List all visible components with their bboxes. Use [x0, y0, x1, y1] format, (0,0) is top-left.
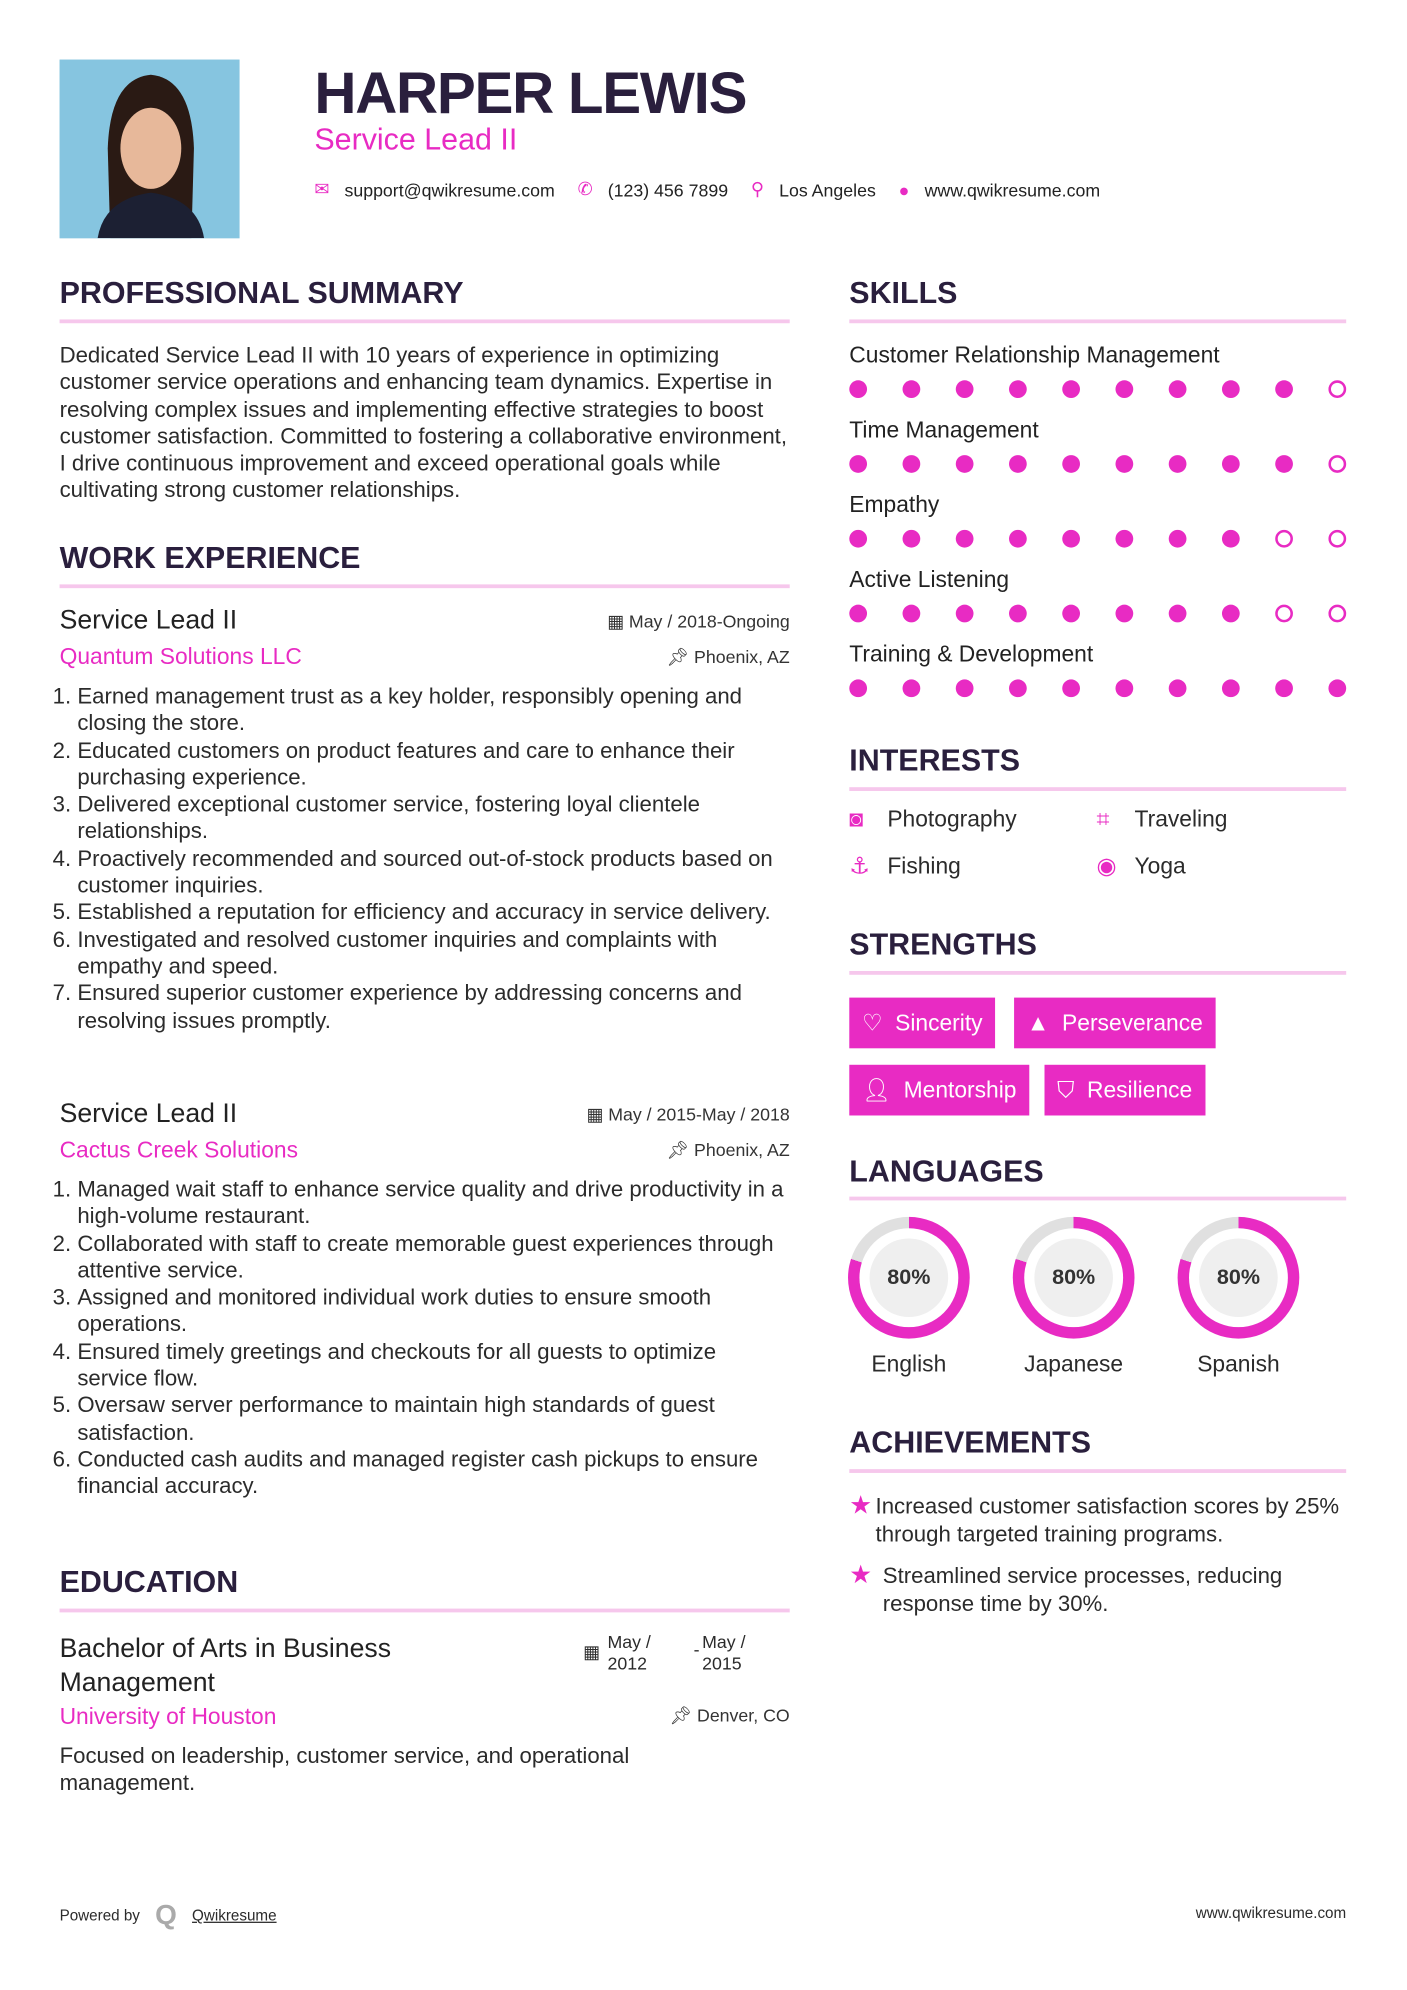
filled-dot: [849, 679, 867, 697]
filled-dot: [1222, 530, 1240, 548]
filled-dot: [903, 455, 921, 473]
empty-dot: [1328, 455, 1346, 473]
edu-location: Denver, CO: [697, 1704, 790, 1726]
summary-heading: PROFESSIONAL SUMMARY: [59, 276, 464, 311]
duty-item: 2. Collaborated with staff to create memorable guest experiences through attentive service.: [77, 1230, 789, 1284]
user-plus-icon: 👤︎: [861, 1076, 891, 1103]
edu-end: May / 2015: [702, 1631, 746, 1674]
skill-rating: [849, 679, 1346, 697]
calendar-icon: ▦: [607, 610, 629, 631]
experience-heading: WORK EXPERIENCE: [59, 541, 361, 576]
interest-fishing: [849, 853, 961, 880]
language-percent: 80%: [1034, 1238, 1113, 1317]
job-dates: May / 2018-Ongoing: [628, 610, 790, 631]
filled-dot: [1062, 679, 1080, 697]
duty-item: 6. Investigated and resolved customer inquiries and complaints with empathy and speed.: [77, 926, 789, 980]
envelope-icon: ✉: [314, 178, 330, 200]
filled-dot: [1009, 530, 1027, 548]
school-name: University of Houston: [59, 1703, 277, 1730]
filled-dot: [849, 605, 867, 623]
contact-bar: [314, 179, 1123, 201]
star-icon: ★: [849, 1561, 873, 1590]
duty-item: 7. Ensured superior customer experience by addressing concerns and resolving issues promptly.: [77, 980, 789, 1034]
filled-dot: [1009, 679, 1027, 697]
map-pin-icon: ⚲: [750, 178, 764, 200]
achievement-item: [849, 1562, 1346, 1618]
education-text: Focused on leadership, customer service, and operational management.: [59, 1742, 630, 1796]
duty-item: 3. Delivered exceptional customer service, fostering loyal clientele relationships.: [77, 791, 789, 845]
filled-dot: [956, 605, 974, 623]
filled-dot: [849, 380, 867, 398]
footer-website[interactable]: www.qwikresume.com: [1195, 1903, 1347, 1922]
language-name: Japanese: [1024, 1351, 1124, 1377]
filled-dot: [1222, 679, 1240, 697]
phone-icon: ✆: [577, 178, 593, 200]
contact-email[interactable]: support@qwikresume.com: [344, 179, 555, 200]
calendar-icon: ▦: [583, 1641, 600, 1662]
filled-dot: [956, 530, 974, 548]
interest-label: Yoga: [1134, 853, 1186, 879]
language-name: Spanish: [1197, 1351, 1280, 1377]
interest-traveling: [1096, 806, 1227, 833]
duty-item: 5. Oversaw server performance to maintain high standards of guest satisfaction.: [77, 1392, 789, 1446]
strength-badge: [1045, 1065, 1205, 1116]
empty-dot: [1328, 605, 1346, 623]
strength-label: Perseverance: [1062, 1009, 1203, 1035]
duty-item: 1. Managed wait staff to enhance service quality and drive productivity in a high-volume restaurant.: [77, 1176, 789, 1230]
filled-dot: [1062, 380, 1080, 398]
candidate-name: HARPER LEWIS: [314, 59, 747, 126]
star-icon: ★: [849, 1491, 873, 1520]
achievement-text: Increased customer satisfaction scores by 25% through targeted training programs.: [875, 1493, 1340, 1547]
filled-dot: [956, 455, 974, 473]
filled-dot: [849, 455, 867, 473]
company-name: Cactus Creek Solutions: [59, 1137, 299, 1163]
job-title: Service Lead II: [59, 1099, 238, 1129]
interest-label: Photography: [887, 806, 1017, 832]
skill-rating: [849, 530, 1346, 548]
heart-icon: ♡: [861, 1009, 883, 1035]
skill-item: [849, 641, 1346, 716]
empty-dot: [1275, 605, 1293, 623]
filled-dot: [1009, 455, 1027, 473]
filled-dot: [1062, 530, 1080, 548]
edu-separator: -: [693, 1639, 700, 1660]
edu-location-wrap: [634, 1705, 790, 1727]
strength-badge: [849, 998, 995, 1049]
filled-dot: [1169, 380, 1187, 398]
education-dates: [583, 1631, 758, 1674]
interest-label: Fishing: [887, 853, 961, 879]
interest-label: Traveling: [1134, 806, 1228, 832]
job-location: Phoenix, AZ: [694, 646, 790, 667]
footer-left: [60, 1899, 277, 1932]
contact-website[interactable]: www.qwikresume.com: [924, 179, 1101, 200]
skill-rating: [849, 380, 1346, 398]
skill-item: [849, 417, 1346, 492]
strength-badge: [1014, 998, 1215, 1049]
filled-dot: [1328, 679, 1346, 697]
strength-label: Sincerity: [895, 1009, 983, 1035]
filled-dot: [1009, 605, 1027, 623]
filled-dot: [1169, 605, 1187, 623]
company-name: Quantum Solutions LLC: [59, 643, 302, 670]
filled-dot: [1009, 380, 1027, 398]
calendar-icon: ▦: [586, 1103, 609, 1124]
strengths-heading: STRENGTHS: [849, 927, 1037, 963]
duty-item: 1. Earned management trust as a key holder, responsibly opening and closing the store.: [77, 683, 789, 737]
filled-dot: [1275, 455, 1293, 473]
filled-dot: [903, 605, 921, 623]
edu-start: May / 2012: [607, 1631, 651, 1674]
filled-dot: [1222, 455, 1240, 473]
language-gauge: [1178, 1217, 1300, 1339]
duty-item: 4. Ensured timely greetings and checkouts for all guests to optimize service flow.: [77, 1338, 789, 1392]
divider: [849, 787, 1346, 791]
empty-dot: [1328, 530, 1346, 548]
strength-label: Resilience: [1086, 1076, 1193, 1103]
language-item: [991, 1217, 1156, 1378]
skill-name: Empathy: [849, 491, 940, 518]
job-location: Phoenix, AZ: [694, 1139, 790, 1160]
filled-dot: [1115, 605, 1133, 623]
duty-item: 3. Assigned and monitored individual work duties to ensure smooth operations.: [77, 1284, 789, 1338]
contact-location: Los Angeles: [779, 179, 876, 200]
achievements-heading: ACHIEVEMENTS: [849, 1426, 1092, 1461]
filled-dot: [1222, 605, 1240, 623]
profile-photo: [60, 60, 240, 239]
skill-name: Time Management: [849, 417, 1039, 443]
empty-dot: [1328, 380, 1346, 398]
globe-icon: ●: [898, 179, 910, 200]
skill-rating: [849, 455, 1346, 473]
skill-rating: [849, 605, 1346, 623]
divider: [849, 1469, 1346, 1473]
interests-heading: INTERESTS: [849, 744, 1021, 779]
filled-dot: [849, 530, 867, 548]
filled-dot: [1062, 455, 1080, 473]
language-percent: 80%: [870, 1238, 949, 1317]
filled-dot: [1115, 530, 1133, 548]
skill-name: Customer Relationship Management: [849, 342, 1220, 368]
strength-label: Mentorship: [903, 1076, 1017, 1103]
duty-item: 2. Educated customers on product features and care to enhance their purchasing experience.: [77, 737, 789, 791]
skills-list: [849, 342, 1346, 716]
skill-item: [849, 567, 1346, 642]
duty-item: 5. Established a reputation for efficiency and accuracy in service delivery.: [77, 899, 789, 926]
qwikresume-logo-icon: Q: [155, 1898, 177, 1931]
job-duties: [60, 683, 790, 1034]
interest-photography: [849, 806, 1016, 833]
language-percent: 80%: [1199, 1238, 1278, 1317]
filled-dot: [903, 380, 921, 398]
candidate-title: Service Lead II: [314, 122, 518, 158]
filled-dot: [903, 530, 921, 548]
filled-dot: [1275, 380, 1293, 398]
filled-dot: [903, 679, 921, 697]
filled-dot: [1222, 380, 1240, 398]
pin-icon: 📌︎: [669, 1704, 698, 1726]
job-title: Service Lead II: [59, 605, 238, 636]
divider: [849, 319, 1346, 323]
language-item: [1156, 1217, 1321, 1378]
empty-dot: [1275, 530, 1293, 548]
filled-dot: [1115, 455, 1133, 473]
powered-by-label: Powered by: [59, 1906, 140, 1925]
camera-icon: ◙: [849, 806, 864, 832]
languages-list: [826, 1217, 1320, 1378]
duty-item: 4. Proactively recommended and sourced out-of-stock products based on customer inquiries.: [77, 845, 789, 899]
binoculars-icon: ⌗: [1096, 806, 1110, 832]
lifebuoy-icon: ◉: [1096, 853, 1117, 879]
interest-yoga: [1096, 853, 1185, 880]
filled-dot: [1275, 679, 1293, 697]
job-entry: [60, 1099, 790, 1500]
job-duties: [60, 1176, 790, 1500]
pin-icon: 📌︎: [666, 1139, 695, 1160]
job-dates: May / 2015-May / 2018: [608, 1103, 790, 1124]
achievement-text: Streamlined service processes, reducing response time by 30%.: [882, 1562, 1283, 1617]
skills-heading: SKILLS: [849, 276, 958, 311]
language-item: [826, 1217, 991, 1378]
language-gauge: [1013, 1217, 1135, 1339]
job-entry: [60, 606, 790, 1034]
strength-badge: [849, 1065, 1029, 1116]
qwikresume-link[interactable]: Qwikresume: [192, 1906, 277, 1925]
skill-name: Active Listening: [849, 566, 1010, 592]
anchor-icon: ⚓︎: [849, 853, 870, 879]
divider: [60, 319, 790, 323]
filled-dot: [1062, 605, 1080, 623]
degree-title: Bachelor of Arts in Business Management: [59, 1633, 392, 1698]
language-gauge: [848, 1217, 970, 1339]
divider: [60, 1609, 790, 1613]
duty-item: 6. Conducted cash audits and managed register cash pickups to ensure financial accuracy.: [77, 1446, 789, 1500]
education-heading: EDUCATION: [59, 1565, 239, 1600]
contact-phone: (123) 456 7899: [607, 179, 729, 200]
language-name: English: [871, 1351, 947, 1377]
filled-dot: [1115, 380, 1133, 398]
skill-name: Training & Development: [849, 641, 1094, 667]
filled-dot: [1115, 679, 1133, 697]
filled-dot: [1169, 455, 1187, 473]
divider: [60, 584, 790, 588]
skill-item: [849, 342, 1346, 417]
filled-dot: [956, 380, 974, 398]
filled-dot: [956, 679, 974, 697]
shield-icon: ⛉: [1057, 1076, 1075, 1103]
languages-heading: LANGUAGES: [849, 1154, 1044, 1190]
skill-item: [849, 492, 1346, 567]
achievement-item: [849, 1492, 1346, 1548]
pin-icon: 📌︎: [666, 646, 695, 667]
divider: [849, 1197, 1346, 1201]
filled-dot: [1169, 530, 1187, 548]
filled-dot: [1169, 679, 1187, 697]
divider: [849, 971, 1346, 975]
road-icon: ▲: [1026, 1009, 1050, 1035]
summary-text: Dedicated Service Lead II with 10 years of experience in optimizing customer service operations and enhancing team dynamics. Expertise in resolving complex issues and implementing effective strategies to boost customer satisfaction. Committed to fostering a collaborative environment, I drive continuous improvement and exceed operational goals while cultivating strong customer relationships.: [59, 342, 788, 503]
